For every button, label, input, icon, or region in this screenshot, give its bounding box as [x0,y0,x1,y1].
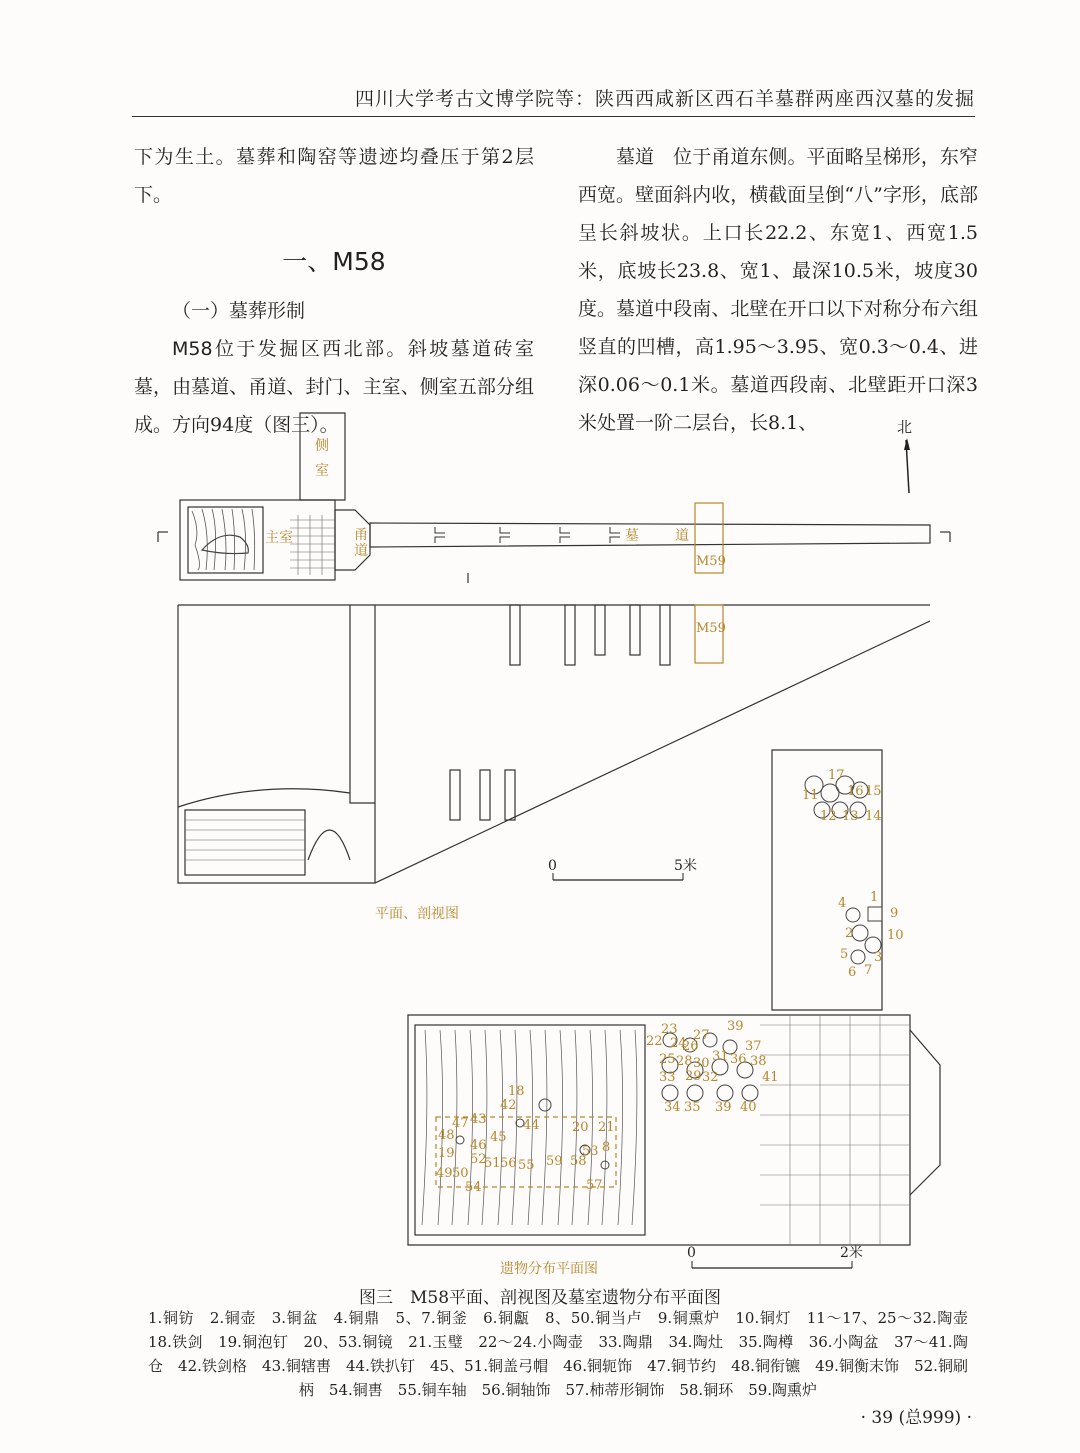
artifact-45: 45 [490,1130,507,1145]
artifact-3: 3 [874,950,883,965]
section-m59-label: M59 [696,621,726,636]
artifact-59: 59 [546,1154,563,1169]
subsection-title: （一）墓葬形制 [172,300,306,322]
artifact-38: 38 [750,1054,767,1069]
tomb-drawing [140,405,960,1285]
artifact-43: 43 [470,1112,487,1127]
artifact-54: 54 [465,1180,482,1195]
lead-ramp: 墓道 [616,146,655,168]
label-ramp-1: 墓 [625,528,639,544]
figure-legend: 1.铜钫 2.铜壶 3.铜盆 4.铜鼎 5、7.铜釜 6.铜甗 8、50.铜当卢 9.铜熏炉 10.铜灯 11～17、25～32.陶壶 18.铁剑 19.铜泡钉 20、53.铜镜 21.玉璧 22～24.小陶壶 33.陶鼎 34.陶灶 35.陶樽 36.小陶盆 37～41.陶仓 42.铁剑格 43.铜辖軎 44.铁扒钉 45、51.铜盖弓帽 46.铜轭饰 47.铜节约 48.铜衔镳 49.铜衡末饰 52.铜刷柄 54.铜軎 55.铜车轴 56.铜轴饰 57.柿蒂形铜饰 58.铜环 59.陶熏炉 [148,1309,984,1399]
artifact-36: 36 [730,1052,747,1067]
artifact-numbers [436,768,904,1195]
paragraph-ramp [578,138,978,442]
panel1-title: 平面、剖视图 [375,906,459,922]
artifact-31: 31 [712,1049,729,1064]
artifact-4: 4 [838,896,847,911]
artifact-37: 37 [745,1039,762,1054]
label-m59: M59 [696,554,726,569]
paragraph-m58-text: 位于发掘区西北部。斜坡墓道砖室墓，由墓道、甬道、封门、主室、侧室五部分组成。方向94度（图三）。 [134,338,534,436]
scale-bar-5m [548,857,697,880]
artifact-20: 20 [572,1120,589,1135]
figure-caption: 图三 M58平面、剖视图及墓室遗物分布平面图 [358,1288,722,1308]
figure-3 [140,405,960,1285]
scale2-zero: 0 [687,1245,696,1261]
left-column [134,138,534,444]
artifact-39b: 39 [715,1100,732,1115]
right-column [578,138,978,442]
paragraph-continued: 下为生土。墓葬和陶窑等遗迹均叠压于第2层下。 [134,146,534,206]
artifact-30: 30 [693,1056,710,1071]
artifact-1: 1 [870,890,879,905]
artifact-7: 7 [864,963,873,978]
north-arrow [897,418,912,493]
artifact-28: 28 [676,1054,693,1069]
artifact-24: 24 [670,1036,687,1051]
artifact-51: 51 [484,1156,501,1171]
artifact-17: 17 [828,768,845,783]
artifact-8: 8 [602,1140,611,1155]
lead-m58: M58 [172,338,213,360]
section-title: 一、M58 [282,247,386,276]
panel2-title: 遗物分布平面图 [500,1261,598,1277]
plan-labels [265,438,726,569]
artifact-34: 34 [664,1100,681,1115]
artifact-25: 25 [659,1052,676,1067]
artifact-53: 53 [582,1144,599,1159]
artifact-29: 29 [685,1069,702,1084]
artifact-14: 14 [865,809,882,824]
artifact-10: 10 [887,928,904,943]
artifact-6: 6 [848,965,857,980]
artifact-35: 35 [684,1100,701,1115]
label-main-chamber: 主室 [265,530,293,546]
scale1-zero: 0 [548,858,557,874]
header-rule [132,116,975,117]
scale2-end: 2米 [840,1245,863,1261]
artifact-44: 44 [523,1118,540,1133]
artifact-57: 57 [586,1178,603,1193]
artifact-21: 21 [598,1120,615,1135]
artifact-5: 5 [840,947,849,962]
artifact-12: 12 [820,809,837,824]
artifact-52: 52 [470,1152,487,1167]
label-ramp-2: 道 [675,528,689,544]
artifact-19: 19 [438,1146,455,1161]
artifact-27: 27 [693,1028,710,1043]
plan-view [158,413,950,583]
running-header: 四川大学考古文博学院等：陕西西咸新区西石羊墓群两座西汉墓的发掘 [354,88,975,110]
paragraph-ramp-text: 位于甬道东侧。平面略呈梯形，东窄西宽。壁面斜内收，横截面呈倒“八”字形，底部呈长斜坡状。上口长22.2、东宽1、西宽1.5米，底坡长23.8、宽1、最深10.5米，坡度30度。墓道中段南、北壁在开口以下对称分布六组竖直的凹槽，高1.95～3.95、宽0.3～0.4、进深0.06～0.1米。墓道西段南、北壁距开口深3米处置一阶二层台，长8.1、 [578,146,978,434]
north-label: 北 [897,418,913,436]
artifact-13: 13 [842,809,859,824]
scale1-end: 5米 [674,858,697,874]
artifact-33: 33 [659,1070,676,1085]
artifact-40: 40 [740,1100,757,1115]
artifact-26: 26 [682,1039,699,1054]
artifact-39a: 39 [727,1019,744,1034]
artifact-58: 58 [570,1154,587,1169]
artifact-32: 32 [702,1070,719,1085]
artifact-16: 16 [847,784,864,799]
artifact-9: 9 [890,906,899,921]
artifact-42: 42 [500,1098,517,1113]
artifact-22: 22 [646,1034,663,1049]
page-number: · 39 (总999) · [860,1408,972,1428]
label-side-1: 侧 [315,438,329,454]
scale-bar-2m [687,1244,863,1268]
artifact-41: 41 [762,1070,779,1085]
artifact-23: 23 [661,1022,678,1037]
artifact-48: 48 [438,1128,455,1143]
artifact-50: 50 [452,1166,469,1181]
label-corridor-2: 道 [354,543,368,559]
artifact-55: 55 [518,1158,535,1173]
artifact-15: 15 [865,784,882,799]
label-side-2: 室 [315,463,329,479]
artifact-2: 2 [845,926,854,941]
label-corridor-1: 甬 [354,527,368,543]
artifact-11: 11 [802,788,819,803]
artifact-46: 46 [470,1138,487,1153]
artifact-18: 18 [508,1084,525,1099]
section-view [178,605,930,883]
artifact-47: 47 [452,1116,469,1131]
artifact-56: 56 [500,1156,517,1171]
artifact-49: 49 [436,1166,453,1181]
